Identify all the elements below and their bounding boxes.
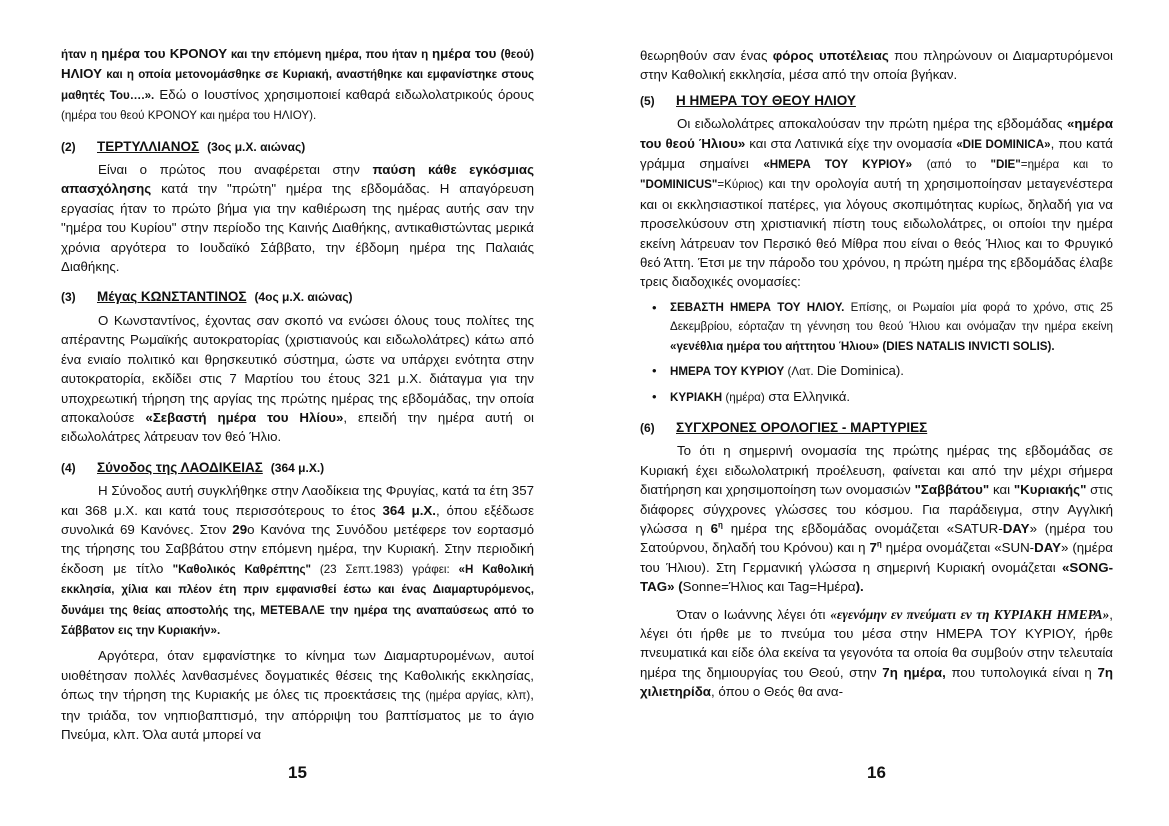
section-4-text-2: Αργότερα, όταν εμφανίστηκε το κίνημα των Διαμαρτυρομένων, αυτοί υιοθέτησαν πολλές λανθασμένες δογματικές θέσεις της Καθολικής εκκλησίας, όπως την τήρηση της Κυριακής με όλες τις προεκτάσεις της (ημέρα αργίας, κλπ), την τριάδα, τον νηπιοβαπτισμό, την απόρριψη του βαπτίσματος με το άγιο Πνεύμα, κλπ. Όλα αυτά μπορεί να [61, 648, 534, 742]
list-item: • ΣΕΒΑΣΤΗ ΗΜΕΡΑ ΤΟΥ ΗΛΙΟΥ. Επίσης, οι Ρωμαίοι μία φορά το χρόνο, στις 25 Δεκεμβρίου, εόρταζαν τη γέννηση του θεού Ήλιου και ονόμαζαν την ημέρα εκείνη «γενέθλια ημέρα του αήττητου Ήλιου» (DIES NATALIS INVICTI SOLIS). [670, 298, 1113, 356]
section-heading-5: (5) Η ΗΜΕΡΑ ΤΟΥ ΘΕΟΥ ΗΛΙΟΥ [640, 92, 856, 108]
section-heading-4: (4) Σύνοδος της ΛΑΟΔΙΚΕΙΑΣ (364 μ.Χ.) [61, 459, 325, 475]
section-heading-2: (2) ΤΕΡΤΥΛΛΙΑΝΟΣ (3ος μ.Χ. αιώνας) [61, 138, 306, 154]
section-5-text: Οι ειδωλολάτρες αποκαλούσαν την πρώτη ημέρα της εβδομάδας «ημέρα του θεού Ήλιου» και στα Λατινικά είχε την ονομασία «DIE DOMINICA», που κατά γράμμα σημαίνει «ΗΜΕΡΑ ΤΟΥ ΚΥΡΙΟΥ» (από το "DIE"=ημέρα και το "DOMINICUS"=Κύριος) και την ορολογία αυτή τη χρησιμοποίησαν μεταγενέστερα και οι εκκλησιαστικοί πατέρες, για λόγους σκοπιμότητας κυρίως, δηλαδή για να προσελκύσουν στη χριστιανική πίστη τους ειδωλολάτρες, οι οποίοι την ημέρα εκείνη λάτρευαν τον Περσικό θεό Μίθρα που είναι ο θεός Ήλιος και το Φρυγικό θεό Άττη. Έτσι με την πάροδο του χρόνου, η πρώτη ημέρα της εβδομάδας έλαβε τρεις διαδοχικές ονομασίες: [640, 116, 1113, 290]
section-6-text-2: Όταν ο Ιωάννης λέγει ότι «εγενόμην εν πνεύματι εν τη ΚΥΡΙΑΚΗ ΗΜΕΡΑ», λέγει ότι ήρθε με το πνεύμα του μέσα στην ΗΜΕΡΑ ΤΟΥ ΚΥΡΙΟΥ, ήρθε πνευματικά και είδε όλα εκείνα τα γεγονότα τα οποία θα συμβούν στην τελευταία ημέρα της δημιουργίας του Θεού, στην 7η ημέρα, που τυπολογικά είναι η 7η χιλιετηρίδα, όπου ο Θεός θα ανα- [640, 606, 1113, 700]
names-list [640, 298, 1113, 407]
section-4-text: Η Σύνοδος αυτή συγκλήθηκε στην Λαοδίκεια της Φρυγίας, κατά τα έτη 357 και 368 μ.Χ. και κατά τους περισσότερους το έτος 364 μ.Χ., όπου εξέδωσε συνολικά 69 Κανόνες. Στον 29ο Κανόνα της Συνόδου μετέφερε τον εορτασμό της τήρησης του Σαββάτου στην επόμενη ημέρα, την Κυριακή. Στην περιοδική έκδοση με τίτλο "Καθολικός Καθρέπτης" (23 Σεπτ.1983) γράφει: «Η Καθολική εκκλησία, χίλια και πλέον έτη πριν εμφανισθεί έστω και ένας Διαμαρτυρόμενος, δυνάμει της θείας αποστολής της, ΜΕΤΕΒΑΛΕ την ημέρα της αναπαύσεως από το Σάββατον εις την Κυριακήν». [61, 483, 535, 637]
section-3-text: Ο Κωνσταντίνος, έχοντας σαν σκοπό να ενώσει όλους τους πολίτες της απέραντης Ρωμαϊκής αυτοκρατορίας (χριστιανούς και ειδωλολάτρες) κάτω από ένα ενιαίο πολιτικό και θρησκευτικό σύστημα, ώστε να υπάρχει ενότητα στην αυτοκρατορία, εκδίδει στις 7 Μαρτίου του έτους 321 μ.Χ. διάταγμα για την υποχρεωτική τήρηση της αργίας της πρώτης ημέρας της εβδομάδας, την οποία αποκαλούσε «Σεβαστή ημέρα του Ηλίου», επειδή την ημέρα αυτή οι ειδωλολάτρες λάτρευαν τον θεό Ήλιο. [61, 312, 534, 445]
section-heading-3: (3) Μέγας ΚΩΝΣΤΑΝΤΙΝΟΣ (4ος μ.Χ. αιώνας) [61, 289, 353, 305]
left-page [61, 44, 534, 744]
list-item: • ΗΜΕΡΑ ΤΟΥ ΚΥΡΙΟΥ (Λατ. Die Dominica). [670, 361, 1113, 381]
page-number-left: 15 [288, 763, 307, 782]
list-item: • ΚΥΡΙΑΚΗ (ημέρα) στα Ελληνικά. [670, 387, 1113, 407]
right-intro-paragraph: θεωρηθούν σαν ένας φόρος υποτέλειας που πληρώνουν οι Διαμαρτυρόμενοι στην Καθολική εκκλησία, μέσα από την οποία βγήκαν. [640, 48, 1113, 83]
right-page [640, 44, 1113, 702]
section-2-text: Είναι ο πρώτος που αναφέρεται στην παύση κάθε εγκόσμιας απασχόλησης κατά την "πρώτη" ημέρα της εβδομάδας. Η απαγόρευση εργασίας ήταν το πρώτο βήμα για την καθιέρωση της ημέρας αυτής σαν την "ημέρα του Κυρίου" στην περίοδο της Καινής Διαθήκης, αντικαθιστώντας μερικά χρόνια αργότερα το Ιουδαϊκό Σάββατο, την έβδομη ημέρα της Παλαιάς Διαθήκης. [61, 162, 534, 275]
section-heading-6: (6) ΣΥΓΧΡΟΝΕΣ ΟΡΟΛΟΓΙΕΣ - ΜΑΡΤΥΡΙΕΣ [640, 419, 928, 435]
intro-paragraph: ήταν η ημέρα του ΚΡΟΝΟΥ και την επόμενη ημέρα, που ήταν η ημέρα του (θεού) ΗΛΙΟΥ και η οποία μετονομάσθηκε σε Κυριακή, αναστήθηκε και εμφανίστηκε στους μαθητές Του….». Εδώ ο Ιουστίνος χρησιμοποιεί καθαρά ειδωλολατρικούς όρους (ημέρα του θεού ΚΡΟΝΟΥ και ημέρα του ΗΛΙΟΥ). [61, 46, 534, 123]
page-number-right: 16 [867, 763, 886, 782]
section-6-text: Το ότι η σημερινή ονομασία της πρώτης ημέρας της εβδομάδας σε Κυριακή έχει ειδωλολατρική προέλευση, φαίνεται και από την μέχρι σήμερα διατήρηση και χρησιμοποίηση των ονομασιών "Σαββάτου" και "Κυριακής" στις διάφορες σύγχρονες γλώσσες του κόσμου. Για παράδειγμα, στην Αγγλική γλώσσα η $6^\eta$ ημέρα της εβδομάδας ονομάζεται «SATUR-DAY» (ημέρα του Σατούρνου, δηλαδή του Κρόνου) και η $7^\eta$ ημέρα ονομάζεται «SUN-DAY» (ημέρα του Ήλιου). Στη Γερμανική γλώσσα η σημερινή Κυριακή ονομάζεται «SONG-TAG» (Sonne=Ήλιος και Tag=Ημέρα). [640, 443, 1113, 595]
